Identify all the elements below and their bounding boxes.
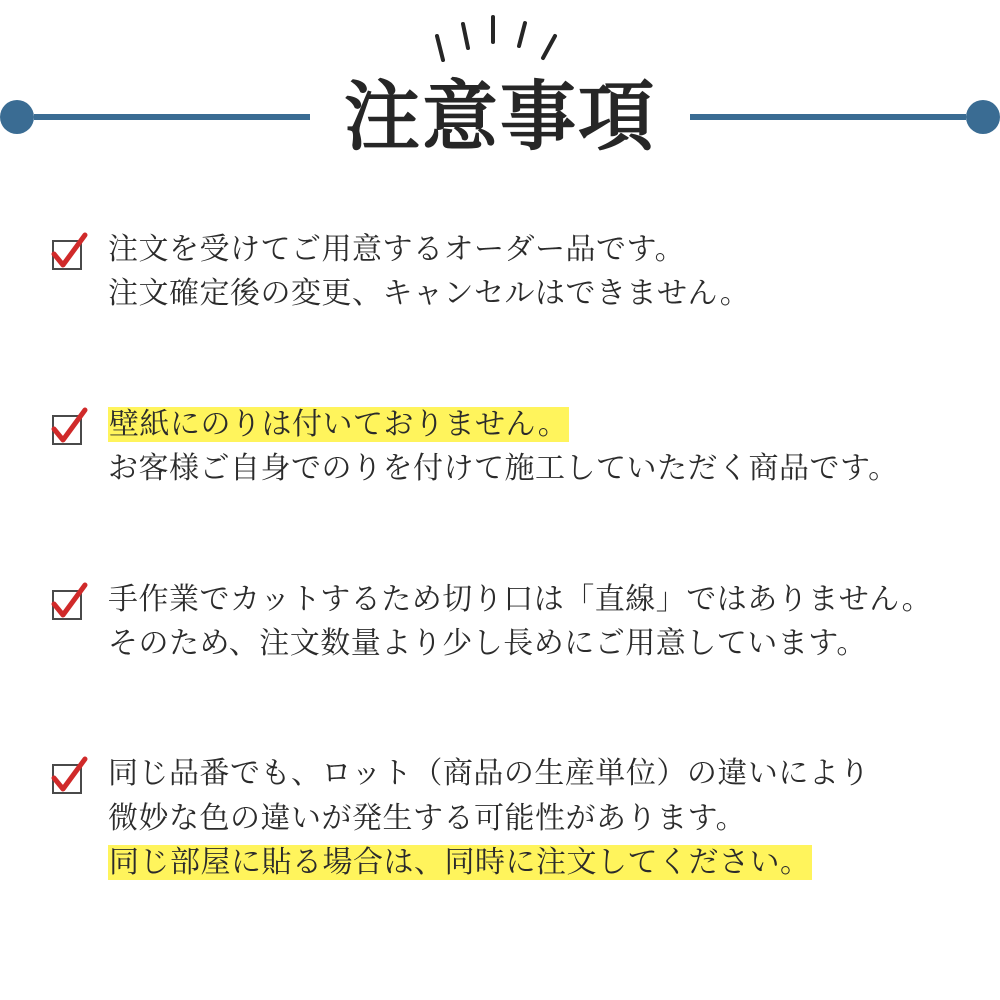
notice-list bbox=[0, 228, 1000, 886]
title-rule-left bbox=[0, 100, 310, 134]
checkbox-checked-icon bbox=[48, 758, 88, 798]
title-rule-right bbox=[690, 100, 1000, 134]
rule-dot-right-icon bbox=[966, 100, 1000, 134]
item-line: お客様ご自身でのりを付けて施工していただく商品です。 bbox=[108, 451, 899, 487]
item-line: 注文を受けてご用意するオーダー品です。 bbox=[108, 232, 686, 267]
item-text bbox=[108, 578, 946, 667]
rule-line-right bbox=[690, 114, 966, 120]
title-row bbox=[0, 62, 1000, 172]
item-line bbox=[108, 403, 946, 447]
list-item bbox=[48, 228, 946, 317]
rule-dot-left-icon bbox=[0, 100, 34, 134]
item-text bbox=[108, 403, 946, 492]
list-item bbox=[48, 403, 946, 492]
page-title: 注意事項 bbox=[344, 72, 656, 161]
list-item bbox=[48, 752, 946, 885]
item-line: 同じ品番でも、ロット（商品の生産単位）の違いにより bbox=[108, 756, 870, 792]
item-line: そのため、注文数量より少し長めにご用意しています。 bbox=[108, 625, 867, 661]
item-line: 微妙な色の違いが発生する可能性があります。 bbox=[108, 800, 747, 836]
list-item bbox=[48, 578, 946, 667]
item-text bbox=[108, 752, 946, 885]
rule-line-left bbox=[34, 114, 310, 120]
checkbox-checked-icon bbox=[48, 409, 88, 449]
item-line: 手作業でカットするため切り口は「直線」ではありません。 bbox=[108, 581, 933, 617]
checkbox-checked-icon bbox=[48, 584, 88, 624]
highlighted-text: 壁紙にのりは付いておりません。 bbox=[109, 406, 569, 442]
item-line bbox=[108, 841, 946, 885]
item-text bbox=[108, 228, 946, 317]
page-header bbox=[0, 0, 1000, 210]
highlighted-text: 同じ部屋に貼る場合は、同時に注文してください。 bbox=[109, 845, 811, 881]
item-line: 注文確定後の変更、キャンセルはできません。 bbox=[108, 276, 751, 312]
checkbox-checked-icon bbox=[48, 234, 88, 274]
